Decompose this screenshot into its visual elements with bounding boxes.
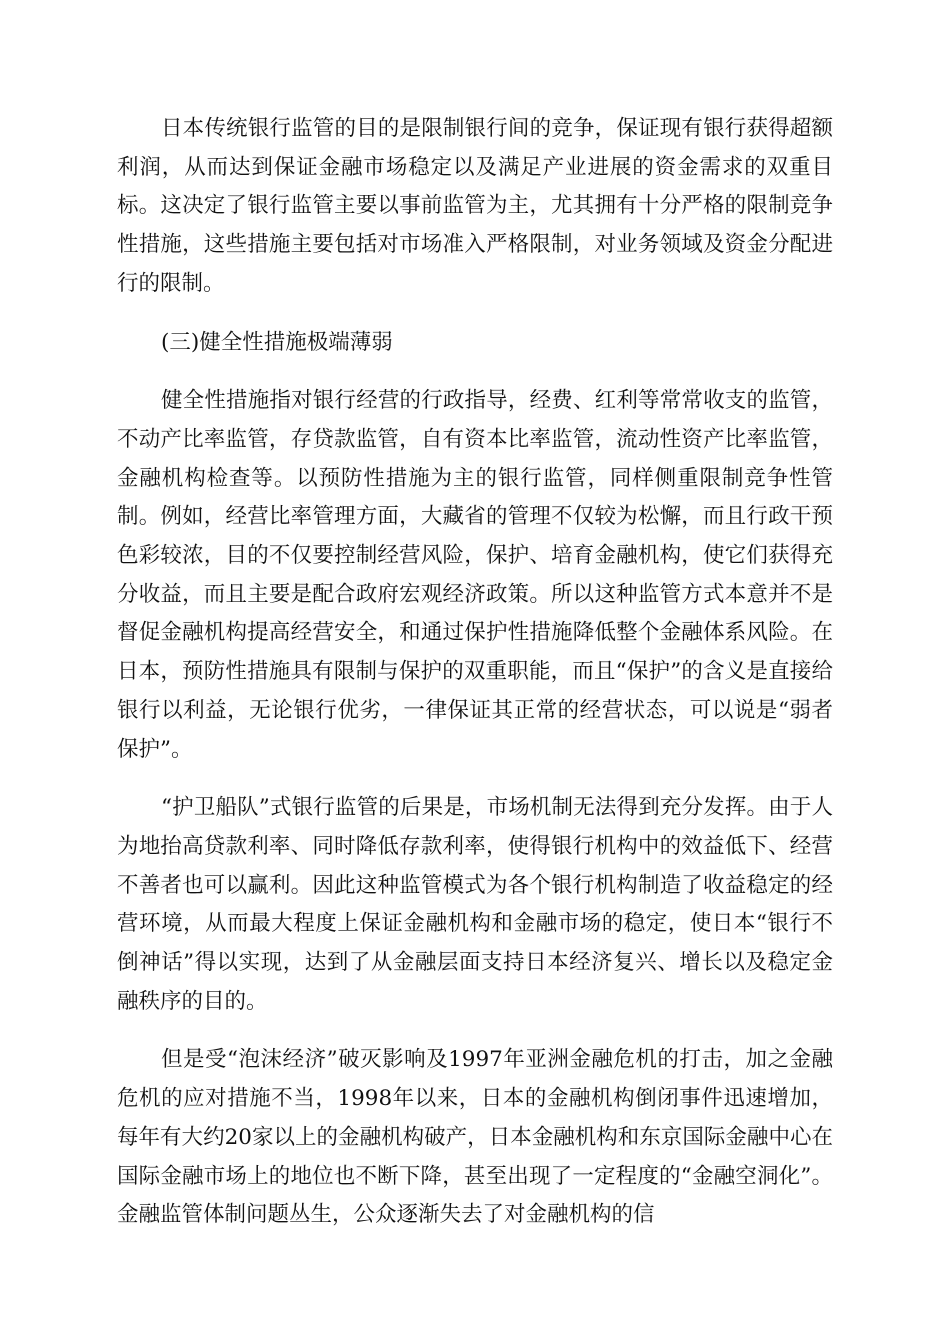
paragraph-3: “护卫船队”式银行监管的后果是，市场机制无法得到充分发挥。由于人为地抬高贷款利率、同时降低存款利率，使得银行机构中的效益低下、经营不善者也可以赢利。因此这种监管模式为各个银行机构制造了收益稳定的经营环境，从而最大程度上保证金融机构和金融市场的稳定，使日本“银行不倒神话”得以实现，达到了从金融层面支持日本经济复兴、增长以及稳定金融秩序的目的。 xyxy=(117,795,833,1014)
paragraph-2: 健全性措施指对银行经营的行政指导，经费、红利等常常收支的监管，不动产比率监管，存贷款监管，自有资本比率监管，流动性资产比率监管，金融机构检查等。以预防性措施为主的银行监管，同样侧重限制竞争性管制。例如，经营比率管理方面，大藏省的管理不仅较为松懈，而且行政干预色彩较浓，目的不仅要控制经营风险，保护、培育金融机构，使它们获得充分收益，而且主要是配合政府宏观经济政策。所以这种监管方式本意并不是督促金融机构提高经营安全，和通过保护性措施降低整个金融体系风险。在日本，预防性措施具有限制与保护的双重职能，而且“保护”的含义是直接给银行以利益，无论银行优劣，一律保证其正常的经营状态，可以说是“弱者保护”。 xyxy=(117,388,833,762)
section-heading: (三)健全性措施极端薄弱 xyxy=(161,329,393,355)
paragraph-4: 但是受“泡沫经济”破灭影响及1997年亚洲金融危机的打击，加之金融危机的应对措施不当，1998年以来，日本的金融机构倒闭事件迅速增加，每年有大约20家以上的金融机构破产，日本金融机构和东京国际金融中心在国际金融市场上的地位也不断下降，甚至出现了一定程度的“金融空洞化”。金融监管体制问题丛生，公众逐渐失去了对金融机构的信 xyxy=(117,1047,833,1228)
paragraph-1: 日本传统银行监管的目的是限制银行间的竞争，保证现有银行获得超额利润，从而达到保证金融市场稳定以及满足产业进展的资金需求的双重目标。这决定了银行监管主要以事前监管为主，尤其拥有十分严格的限制竞争性措施，这些措施主要包括对市场准入严格限制，对业务领域及资金分配进行的限制。 xyxy=(117,116,833,296)
document-body xyxy=(117,110,833,1255)
